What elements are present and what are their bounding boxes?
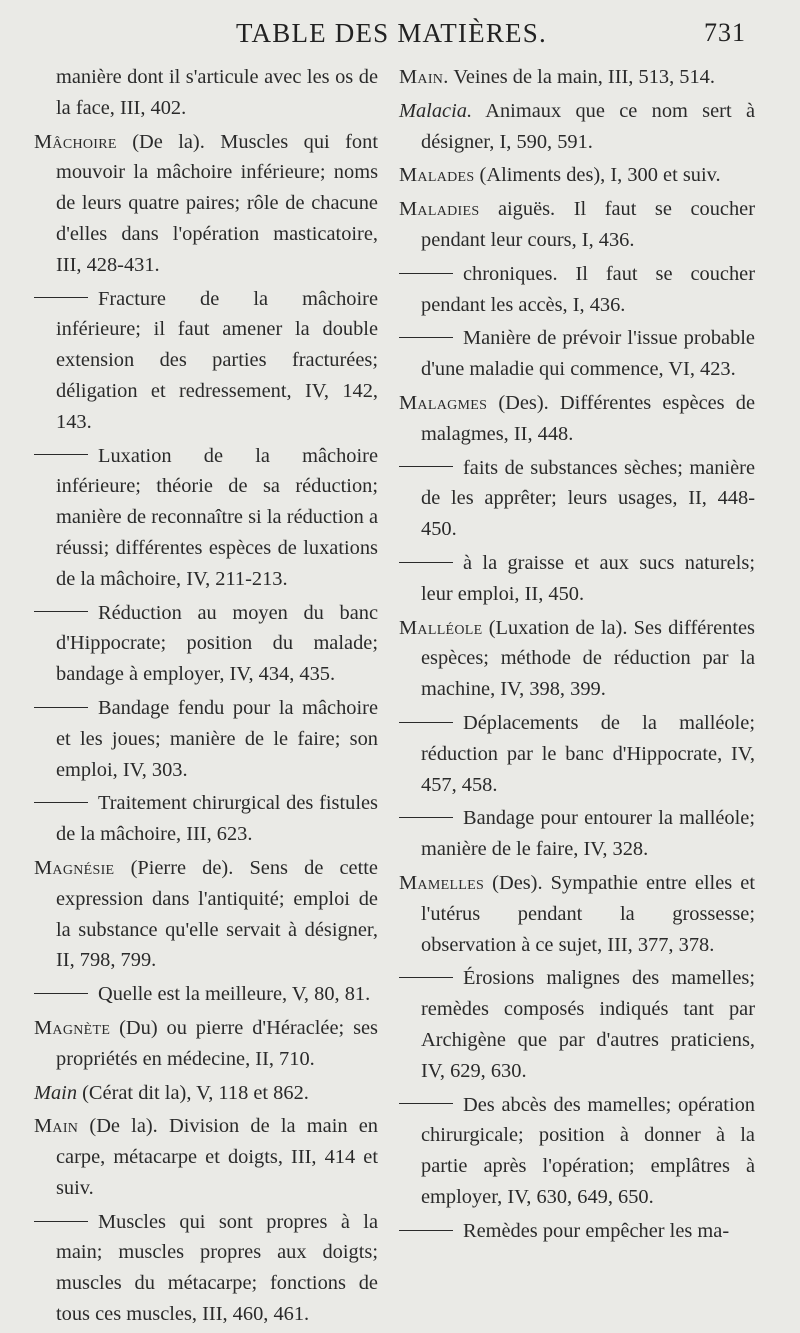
entry-text: Animaux que ce nom sert à désigner, I, 590, 591. [421, 99, 755, 153]
left-column [34, 62, 378, 1333]
repeat-dash [399, 466, 453, 467]
index-entry [399, 708, 755, 800]
entry-text: (Luxation de la). Ses différentes espèces; méthode de réduction par la machine, IV, 398, 399. [421, 616, 755, 701]
index-entry [399, 323, 755, 385]
repeat-dash [399, 1230, 453, 1231]
index-entry [399, 194, 755, 256]
index-entry [34, 284, 378, 438]
entry-text: (Cérat dit la), V, 118 et 862. [77, 1081, 309, 1104]
entry-text: chroniques. Il faut se coucher pendant les accès, I, 436. [421, 262, 755, 316]
index-entry [34, 853, 378, 976]
entry-text: Muscles qui sont propres à la main; muscles propres aux doigts; muscles du métacarpe; fonctions de tous ces muscles, III, 460, 461. [56, 1210, 378, 1326]
index-entry [34, 1078, 378, 1109]
index-entry [399, 388, 755, 450]
entry-text: Quelle est la meilleure, V, 80, 81. [98, 983, 371, 1006]
index-entry [34, 1013, 378, 1075]
index-entry [399, 803, 755, 865]
index-entry [399, 453, 755, 545]
repeat-dash [34, 1221, 88, 1222]
index-entry [399, 96, 755, 158]
entry-text: (Aliments des), I, 300 et suiv. [474, 164, 721, 187]
index-entry [34, 788, 378, 850]
entry-text: (Des). Différentes espèces de malagmes, II, 448. [421, 391, 755, 445]
repeat-dash [34, 454, 88, 455]
index-entry [34, 1111, 378, 1203]
entry-heading: Mâchoire [34, 130, 117, 153]
entry-heading: Main [34, 1081, 78, 1104]
entry-text: manière dont il s'articule avec les os de la face, III, 402. [56, 66, 378, 119]
index-entry [399, 160, 755, 191]
entry-text: Luxation de la mâchoire inférieure; théorie de sa réduction; manière de reconnaître si la réduction a réussi; différentes espèces de luxations de la mâchoire, IV, 211-213. [56, 444, 378, 590]
index-entry [399, 548, 755, 610]
entry-text: Réduction au moyen du banc d'Hippocrate; position du malade; bandage à employer, IV, 434, 435. [56, 601, 378, 686]
index-entry [399, 259, 755, 321]
repeat-dash [399, 337, 453, 338]
index-entry [399, 1090, 755, 1213]
entry-text: Des abcès des mamelles; opération chirurgicale; position à donner à la partie après l'opération; emplâtres à employer, IV, 630, 649, 650. [421, 1093, 755, 1208]
repeat-dash [399, 273, 453, 274]
entry-heading: Magnésie [34, 856, 115, 879]
entry-text: Traitement chirurgical des fistules de la mâchoire, III, 623. [56, 792, 378, 846]
entry-text: Remèdes pour empêcher les ma- [463, 1219, 730, 1242]
entry-text: Veines de la main, III, 513, 514. [448, 66, 715, 88]
entry-text: à la graisse et aux sucs naturels; leur emploi, II, 450. [421, 551, 755, 605]
entry-text: (Pierre de). Sens de cette expression dans l'antiquité; emploi de la substance qu'elle servait à désigner, II, 798, 799. [56, 856, 378, 972]
repeat-dash [399, 722, 453, 723]
right-column [399, 62, 755, 1249]
repeat-dash [34, 707, 88, 708]
index-entry [34, 127, 378, 281]
entry-text: (Du) ou pierre d'Héraclée; ses propriétés en médecine, II, 710. [56, 1016, 378, 1070]
repeat-dash [34, 993, 88, 994]
page-title: TABLE DES MATIÈRES. [236, 18, 547, 48]
repeat-dash [34, 802, 88, 803]
entry-heading: Main. [399, 66, 449, 88]
page-number: 731 [704, 18, 746, 47]
entry-text: Bandage fendu pour la mâchoire et les joues; manière de le faire; son emploi, IV, 303. [56, 696, 378, 781]
entry-heading: Malléole [399, 616, 483, 639]
repeat-dash [399, 977, 453, 978]
entry-text: faits de substances sèches; manière de les apprêter; leurs usages, II, 448-450. [421, 456, 755, 541]
repeat-dash [399, 1103, 453, 1104]
entry-heading: Malagmes [399, 391, 488, 414]
page-header [0, 18, 800, 58]
index-entry [34, 979, 378, 1010]
entry-heading: Magnète [34, 1016, 111, 1039]
repeat-dash [399, 562, 453, 563]
entry-heading: Malacia. [399, 99, 473, 122]
index-entry [34, 598, 378, 690]
entry-text: Érosions malignes des mamelles; remèdes composés indiqués tant par Archigène que par d'autres praticiens, IV, 629, 630. [421, 967, 755, 1082]
index-entry [399, 963, 755, 1086]
entry-text: Manière de prévoir l'issue probable d'une maladie qui commence, VI, 423. [421, 327, 755, 381]
entry-text: Fracture de la mâchoire inférieure; il faut amener la double extension des parties fracturées; déligation et redressement, IV, 142, 143. [56, 287, 378, 433]
repeat-dash [34, 297, 88, 298]
index-entry [399, 62, 755, 93]
entry-heading: Malades [399, 164, 475, 187]
index-entry [34, 441, 378, 595]
entry-text: (De la). Division de la main en carpe, métacarpe et doigts, III, 414 et suiv. [56, 1115, 378, 1199]
entry-text: Bandage pour entourer la malléole; manière de le faire, IV, 328. [421, 807, 755, 861]
entry-heading: Mamelles [399, 871, 485, 894]
index-entry [34, 62, 378, 124]
entry-text: (Des). Sympathie entre elles et l'utérus pendant la grossesse; observation à ce sujet, III, 377, 378. [421, 871, 755, 956]
entry-text: aiguës. Il faut se coucher pendant leur cours, I, 436. [421, 198, 755, 251]
index-entry [399, 868, 755, 960]
repeat-dash [399, 817, 453, 818]
index-entry [399, 613, 755, 705]
index-entry [399, 1216, 755, 1247]
index-entry [34, 1207, 378, 1330]
entry-text: (De la). Muscles qui font mouvoir la mâchoire inférieure; noms de leurs quatre paires; rôle de chacune d'elles dans l'opération masticatoire, III, 428-431. [56, 130, 378, 276]
entry-text: Déplacements de la malléole; réduction par le banc d'Hippocrate, IV, 457, 458. [421, 711, 755, 796]
entry-heading: Main [34, 1115, 79, 1138]
entry-heading: Maladies [399, 198, 480, 221]
index-entry [34, 693, 378, 785]
repeat-dash [34, 611, 88, 612]
